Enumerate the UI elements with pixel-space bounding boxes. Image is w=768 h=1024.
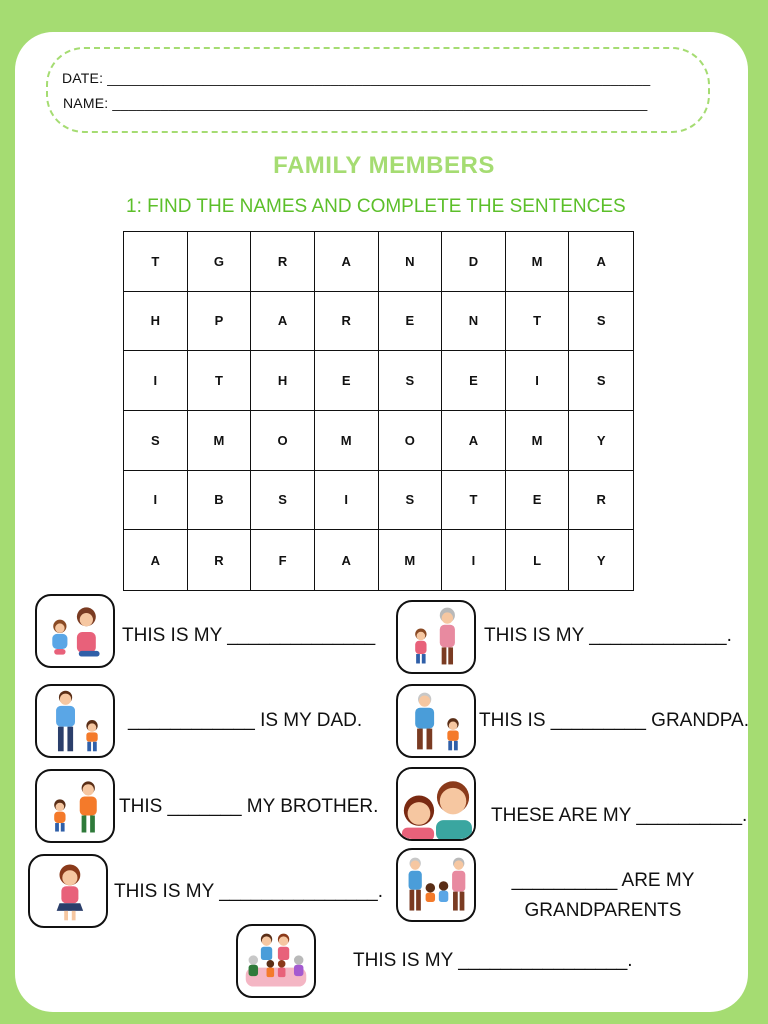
- date-line[interactable]: DATE: ____________________________________________________________________: [62, 70, 651, 86]
- grid-cell[interactable]: S: [124, 411, 188, 471]
- grid-cell[interactable]: A: [124, 530, 188, 590]
- grid-cell[interactable]: E: [506, 471, 570, 531]
- grid-cell[interactable]: B: [188, 471, 252, 531]
- grid-cell[interactable]: H: [124, 292, 188, 352]
- grid-cell[interactable]: H: [251, 351, 315, 411]
- grid-cell[interactable]: R: [188, 530, 252, 590]
- grid-cell[interactable]: O: [251, 411, 315, 471]
- word-search-grid: [123, 231, 634, 591]
- grid-cell[interactable]: A: [315, 232, 379, 292]
- grid-cell[interactable]: R: [251, 232, 315, 292]
- grid-cell[interactable]: I: [124, 351, 188, 411]
- grid-cell[interactable]: M: [506, 232, 570, 292]
- grid-cell[interactable]: I: [124, 471, 188, 531]
- grid-cell[interactable]: Y: [596, 552, 606, 568]
- grid-cell[interactable]: R: [315, 292, 379, 352]
- grid-cell[interactable]: P: [188, 292, 252, 352]
- grandpa-boy-illustration: [396, 684, 476, 758]
- sentence-3[interactable]: ____________ IS MY DAD.: [128, 710, 363, 731]
- sentence-5[interactable]: THIS _______ MY BROTHER.: [119, 796, 379, 817]
- grid-cell[interactable]: T: [124, 232, 188, 292]
- grid-cell[interactable]: M: [506, 411, 570, 471]
- grid-cell[interactable]: E: [315, 351, 379, 411]
- sentence-4[interactable]: THIS IS _________ GRANDPA.: [479, 710, 749, 731]
- grid-cell[interactable]: A: [251, 292, 315, 352]
- grid-cell[interactable]: N: [442, 292, 506, 352]
- grid-cell[interactable]: R: [569, 471, 633, 531]
- grandma-girl-illustration: [396, 600, 476, 674]
- brothers-illustration: [35, 769, 115, 843]
- sentence-1[interactable]: THIS IS MY ______________: [122, 625, 376, 646]
- grid-cell[interactable]: T: [506, 292, 570, 352]
- grid-cell[interactable]: I: [315, 471, 379, 531]
- grid-cell[interactable]: S: [569, 292, 633, 352]
- parents-illustration: [396, 767, 476, 841]
- grid-cell[interactable]: S: [569, 351, 633, 411]
- sentence-9[interactable]: THIS IS MY ________________.: [353, 950, 633, 971]
- grid-cell[interactable]: F: [251, 530, 315, 590]
- dad-son-illustration: [35, 684, 115, 758]
- grid-cell[interactable]: D: [442, 232, 506, 292]
- grid-cell[interactable]: O: [379, 411, 443, 471]
- grandparents-kids-illustration: [396, 848, 476, 922]
- grid-cell[interactable]: I: [442, 530, 506, 590]
- grid-cell[interactable]: M: [379, 530, 443, 590]
- grid-cell[interactable]: E: [442, 351, 506, 411]
- grid-cell[interactable]: A: [569, 232, 633, 292]
- grid-cell[interactable]: N: [379, 232, 443, 292]
- grid-cell[interactable]: S: [379, 351, 443, 411]
- family-illustration: [236, 924, 316, 998]
- grid-cell[interactable]: L: [506, 530, 570, 590]
- sentence-7[interactable]: THIS IS MY _______________.: [114, 881, 384, 902]
- grid-cell[interactable]: G: [188, 232, 252, 292]
- grid-cell[interactable]: M: [315, 411, 379, 471]
- grid-cell[interactable]: S: [379, 471, 443, 531]
- name-line[interactable]: NAME: ___________________________________________________________________: [63, 95, 648, 111]
- instruction-text: 1: FIND THE NAMES AND COMPLETE THE SENTENCES: [126, 196, 626, 217]
- header-box: [46, 47, 710, 133]
- grid-cell[interactable]: T: [188, 351, 252, 411]
- grid-cell[interactable]: T: [442, 471, 506, 531]
- grid-cell[interactable]: S: [251, 471, 315, 531]
- grid-cell[interactable]: A: [442, 411, 506, 471]
- sentence-2[interactable]: THIS IS MY _____________.: [484, 625, 732, 646]
- page-title: FAMILY MEMBERS: [273, 152, 495, 179]
- grid-cell[interactable]: M: [188, 411, 252, 471]
- sentence-6[interactable]: THESE ARE MY __________.: [491, 805, 748, 826]
- sentence-8-line-1[interactable]: __________ ARE MY: [511, 870, 695, 891]
- grid-cell[interactable]: E: [379, 292, 443, 352]
- grid-cell[interactable]: Y: [569, 411, 633, 471]
- grid-cell[interactable]: I: [506, 351, 570, 411]
- sister-illustration: [28, 854, 108, 928]
- sentence-8-line-2: GRANDPARENTS: [524, 900, 682, 921]
- mother-daughter-illustration: [35, 594, 115, 668]
- grid-cell[interactable]: A: [315, 530, 379, 590]
